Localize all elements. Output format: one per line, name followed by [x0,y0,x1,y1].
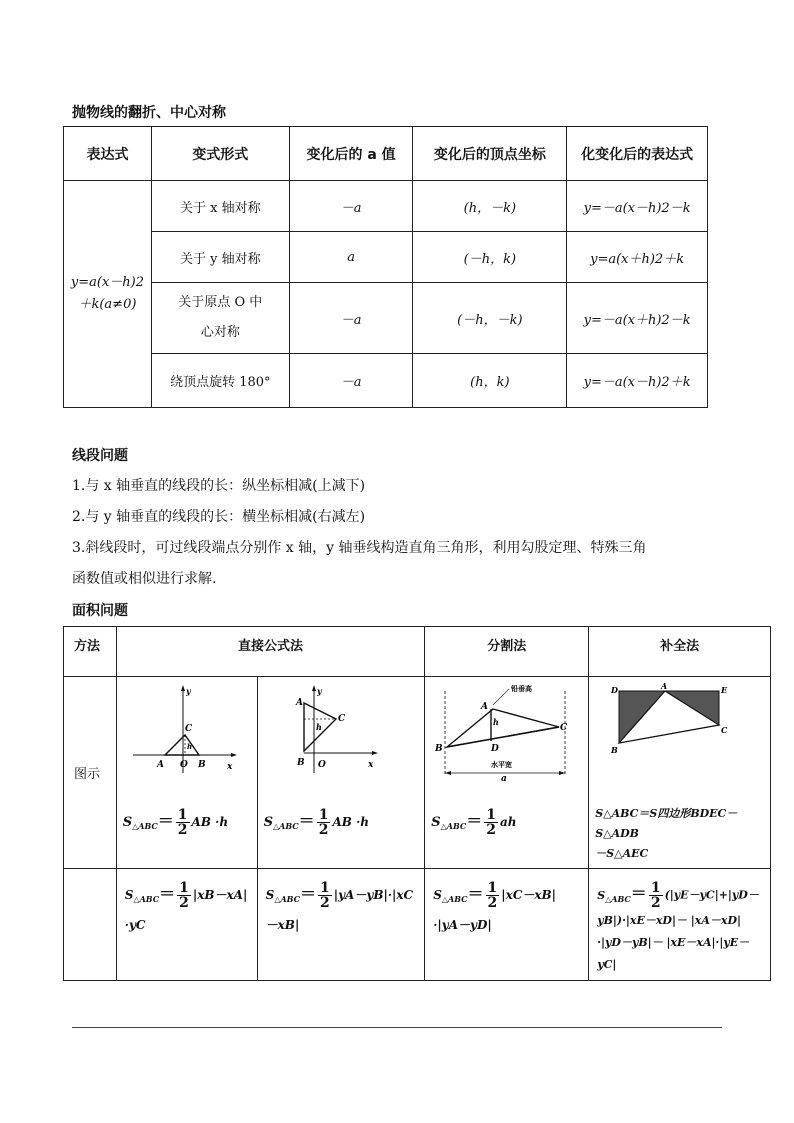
direct-figure-2 [264,681,384,781]
direct-figure-1-cell [116,677,257,869]
horizontal-width-label: 水平宽 [491,760,513,769]
lead-height-label: 铅垂高 [511,684,533,693]
header-direct: 直接公式法 [116,627,424,677]
section-heading-symmetry: 抛物线的翻折、中心对称 [72,105,226,121]
svg-text:D: D [611,685,619,695]
header-a-value: 变化后的 a 值 [289,127,413,181]
table-header-row [64,627,771,677]
area-table [63,626,771,981]
svg-text:y: y [316,686,322,696]
svg-text:A: A [661,681,668,691]
footer-divider [72,1027,722,1028]
split-figure-cell [425,677,589,869]
row-a: a [289,232,413,283]
svg-text:E: E [721,685,728,695]
svg-text:B: B [197,760,206,770]
section-heading-area: 面积问题 [72,603,128,619]
direct-formula-1: $S_{\triangle ABC}=$ $\frac{1}{2}$ AB ·h [122,807,229,838]
section-heading-segments: 线段问题 [72,448,128,464]
row-form: 关于 y 轴对称 [151,232,289,283]
svg-text:x: x [226,762,233,772]
svg-text:A: A [481,702,489,712]
svg-text:C: C [184,724,192,734]
svg-text:A: A [295,698,303,708]
figure-label: 图示 [64,677,117,869]
row-vertex: (h，－k) [413,181,567,232]
split-formula-2: $S_{\triangle ABC}=$ $\frac{1}{2}$ |xC－xB|·|yA－yD| [425,869,589,981]
header-vertex: 变化后的顶点坐标 [413,127,567,181]
svg-text:O: O [179,760,188,770]
row-vertex: (－h，－k) [413,283,567,354]
direct-figure-1 [123,681,243,781]
table-row [64,354,708,408]
svg-text:C: C [721,725,728,735]
complete-formula-1: S△ABC＝S四边形BDEC－S△ADB －S△AEC [595,807,738,860]
svg-text:B: B [435,744,443,754]
svg-text:B: B [611,745,618,755]
row-result: y=－a(x＋h)2－k [567,283,708,354]
svg-text:y: y [185,686,191,696]
svg-text:O: O [317,760,326,770]
header-result: 化变化后的表达式 [567,127,708,181]
row-a: －a [289,283,413,354]
table-row [64,181,708,232]
segment-item-2: 2.与 y 轴垂直的线段的长：横坐标相减(右减左) [72,509,366,525]
complete-figure-cell [589,677,771,869]
formula-row [64,869,771,981]
svg-text:C: C [337,714,345,724]
complete-formula-2: $S_{\triangle ABC}=$ $\frac{1}{2}$ (|yE－yC|+|yD－yB|)·|xE－xD|－ |xA－xD|·|yD－yB|－ |xE－xA|·|yE－yC| [589,869,771,981]
row-vertex: (h，k) [413,354,567,408]
header-complete: 补全法 [589,627,771,677]
empty-cell [64,869,117,981]
original-expression: y=a(x－h)2＋k(a≠0) [64,181,152,408]
header-method: 方法 [64,627,117,677]
segment-item-3-line1: 3.斜线段时，可过线段端点分别作 x 轴，y 轴垂线构造直角三角形，利用勾股定理、特殊三角 [72,540,647,556]
split-figure [431,681,581,781]
svg-text:A: A [156,760,164,770]
row-result: y=a(x＋h)2＋k [567,232,708,283]
row-form: 关于原点 O 中心对称 [151,283,289,354]
svg-text:x: x [367,760,374,770]
segment-item-3-line2: 函数值或相似进行求解. [72,571,217,587]
direct-figure-2-cell [257,677,425,869]
table-header-row [64,127,708,181]
row-a: －a [289,354,413,408]
svg-text:D: D [491,744,500,754]
complete-figure [595,681,745,781]
svg-text:B: B [296,758,305,768]
row-form: 关于 x 轴对称 [151,181,289,232]
row-result: y=－a(x－h)2－k [567,181,708,232]
direct-formula-1b: $S_{\triangle ABC}=$ $\frac{1}{2}$ |xB－xA|·yC [116,869,257,981]
row-result: y=－a(x－h)2＋k [567,354,708,408]
figure-h-label: h [186,742,192,751]
header-variant: 变式形式 [151,127,289,181]
symmetry-table [63,126,708,408]
table-row [64,232,708,283]
direct-formula-2: $S_{\triangle ABC}=$ $\frac{1}{2}$ AB ·h [263,807,369,838]
table-row [64,283,708,354]
direct-formula-2b: $S_{\triangle ABC}=$ $\frac{1}{2}$ |yA－yB|·|xC－xB| [257,869,425,981]
figure-h-label: h [493,717,500,727]
header-expression: 表达式 [64,127,152,181]
figure-a-label: a [501,774,508,781]
header-split: 分割法 [425,627,589,677]
row-vertex: (－h，k) [413,232,567,283]
figure-row [64,677,771,869]
row-form: 绕顶点旋转 180° [151,354,289,408]
svg-text:C: C [560,723,568,733]
row-a: －a [289,181,413,232]
split-formula-1: $S_{\triangle ABC}=$ $\frac{1}{2}$ ah [431,807,517,838]
figure-h-label: h [315,722,322,732]
segment-item-1: 1.与 x 轴垂直的线段的长：纵坐标相减(上减下) [72,478,366,494]
